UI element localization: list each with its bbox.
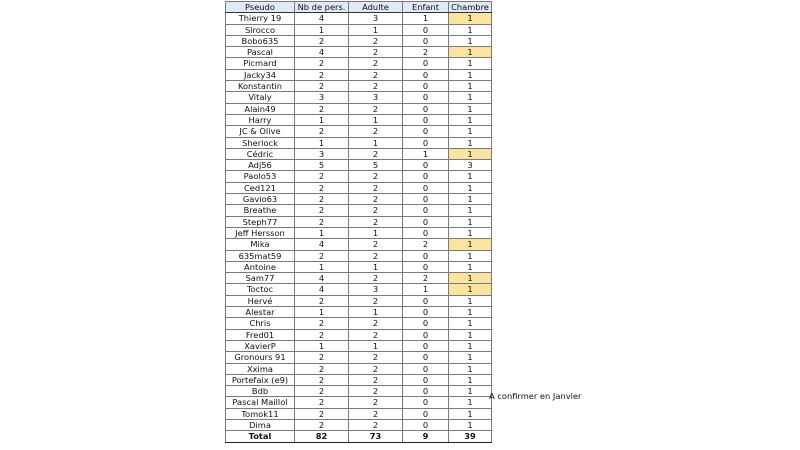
cell-adulte[interactable]: 3 [349,13,403,24]
header-chambre[interactable]: Chambre [449,2,492,13]
cell-enfant[interactable]: 0 [403,363,449,374]
cell-enfant[interactable]: 0 [403,386,449,397]
table-row [226,69,492,80]
cell-pseudo[interactable]: Bobo635 [226,35,295,46]
cell-nb-pers[interactable]: 1 [295,227,349,238]
cell-chambre[interactable]: 1 [449,137,492,148]
cell-chambre[interactable]: 1 [449,397,492,408]
cell-pseudo[interactable]: Portefaix (e9) [226,374,295,385]
total-enfant[interactable]: 9 [403,431,449,442]
cell-enfant[interactable]: 0 [403,126,449,137]
header-pseudo[interactable]: Pseudo [226,2,295,13]
cell-pseudo[interactable]: Toctoc [226,284,295,295]
cell-pseudo[interactable]: JC & Olive [226,126,295,137]
cell-nb-pers[interactable]: 1 [295,261,349,272]
cell-enfant[interactable]: 0 [403,329,449,340]
cell-adulte[interactable]: 2 [349,386,403,397]
cell-chambre[interactable]: 1 [449,24,492,35]
table-row [226,273,492,284]
cell-enfant[interactable]: 0 [403,340,449,351]
cell-enfant[interactable]: 0 [403,137,449,148]
cell-adulte[interactable]: 2 [349,47,403,58]
cell-chambre[interactable]: 1 [449,47,492,58]
table-row [226,47,492,58]
table-row [226,261,492,272]
table-row [226,250,492,261]
cell-chambre[interactable]: 1 [449,216,492,227]
cell-adulte[interactable]: 1 [349,114,403,125]
total-adulte[interactable]: 73 [349,431,403,442]
cell-pseudo[interactable]: Pascal Maillol [226,397,295,408]
cell-nb-pers[interactable]: 4 [295,273,349,284]
cell-adulte[interactable]: 2 [349,329,403,340]
cell-enfant[interactable]: 0 [403,374,449,385]
cell-chambre[interactable]: 1 [449,307,492,318]
cell-adulte[interactable]: 2 [349,295,403,306]
cell-nb-pers[interactable]: 2 [295,408,349,419]
cell-pseudo[interactable]: Breathe [226,205,295,216]
table-row [226,13,492,24]
table-row [226,182,492,193]
table-row [226,35,492,46]
cell-adulte[interactable]: 2 [349,397,403,408]
cell-pseudo[interactable]: Harry [226,114,295,125]
cell-pseudo[interactable]: Thierry 19 [226,13,295,24]
table-row [226,340,492,351]
cell-enfant[interactable]: 0 [403,250,449,261]
cell-chambre[interactable]: 1 [449,329,492,340]
cell-chambre[interactable]: 1 [449,261,492,272]
table-row [226,126,492,137]
cell-chambre[interactable]: 1 [449,340,492,351]
cell-chambre[interactable]: 1 [449,374,492,385]
cell-adulte[interactable]: 2 [349,103,403,114]
cell-pseudo[interactable]: XavierP [226,340,295,351]
cell-adulte[interactable]: 2 [349,419,403,430]
header-adulte[interactable]: Adulte [349,2,403,13]
table-row [226,148,492,159]
cell-pseudo[interactable]: Xxima [226,363,295,374]
cell-chambre[interactable]: 1 [449,284,492,295]
cell-enfant[interactable]: 0 [403,182,449,193]
cell-enfant[interactable]: 0 [403,194,449,205]
cell-adulte[interactable]: 2 [349,239,403,250]
cell-enfant[interactable]: 0 [403,352,449,363]
cell-pseudo[interactable]: Sam77 [226,273,295,284]
cell-pseudo[interactable]: Paolo53 [226,171,295,182]
cell-adulte[interactable]: 2 [349,69,403,80]
cell-nb-pers[interactable]: 2 [295,419,349,430]
cell-enfant[interactable]: 0 [403,92,449,103]
cell-adulte[interactable]: 2 [349,374,403,385]
table-row [226,194,492,205]
table-row [226,352,492,363]
cell-pseudo[interactable]: Gronours 91 [226,352,295,363]
cell-nb-pers[interactable]: 4 [295,13,349,24]
cell-adulte[interactable]: 3 [349,284,403,295]
cell-nb-pers[interactable]: 2 [295,216,349,227]
cell-chambre[interactable]: 1 [449,352,492,363]
cell-chambre[interactable]: 1 [449,295,492,306]
cell-pseudo[interactable]: Vitaly [226,92,295,103]
table-row [226,160,492,171]
total-label[interactable]: Total [226,431,295,442]
cell-nb-pers[interactable]: 1 [295,307,349,318]
cell-chambre[interactable]: 1 [449,13,492,24]
cell-adulte[interactable]: 2 [349,35,403,46]
cell-nb-pers[interactable]: 5 [295,160,349,171]
cell-pseudo[interactable]: Sherlock [226,137,295,148]
cell-adulte[interactable]: 2 [349,408,403,419]
cell-adulte[interactable]: 2 [349,216,403,227]
cell-nb-pers[interactable]: 2 [295,318,349,329]
cell-chambre[interactable]: 1 [449,194,492,205]
cell-enfant[interactable]: 1 [403,13,449,24]
cell-nb-pers[interactable]: 2 [295,182,349,193]
cell-chambre[interactable]: 1 [449,273,492,284]
cell-pseudo[interactable]: Fred01 [226,329,295,340]
table-row [226,239,492,250]
table-row [226,318,492,329]
cell-nb-pers[interactable]: 1 [295,137,349,148]
cell-pseudo[interactable]: Jacky34 [226,69,295,80]
reservation-table [225,1,492,443]
cell-pseudo[interactable]: Tomok11 [226,408,295,419]
cell-adulte[interactable]: 2 [349,273,403,284]
cell-nb-pers[interactable]: 2 [295,329,349,340]
table-row [226,227,492,238]
cell-pseudo[interactable]: Ced121 [226,182,295,193]
cell-enfant[interactable]: 2 [403,273,449,284]
cell-adulte[interactable]: 2 [349,58,403,69]
cell-pseudo[interactable]: Sirocco [226,24,295,35]
cell-adulte[interactable]: 2 [349,126,403,137]
table-row [226,408,492,419]
cell-nb-pers[interactable]: 2 [295,363,349,374]
cell-adulte[interactable]: 1 [349,137,403,148]
cell-pseudo[interactable]: Alestar [226,307,295,318]
cell-nb-pers[interactable]: 1 [295,24,349,35]
cell-pseudo[interactable]: Jeff Hersson [226,227,295,238]
table-row [226,205,492,216]
header-nb-pers[interactable]: Nb de pers. [295,2,349,13]
cell-enfant[interactable]: 0 [403,318,449,329]
cell-nb-pers[interactable]: 2 [295,103,349,114]
cell-adulte[interactable]: 1 [349,227,403,238]
cell-adulte[interactable]: 2 [349,352,403,363]
cell-pseudo[interactable]: Antoine [226,261,295,272]
table-row [226,295,492,306]
cell-chambre[interactable]: 1 [449,239,492,250]
cell-chambre[interactable]: 1 [449,227,492,238]
cell-chambre[interactable]: 1 [449,114,492,125]
cell-chambre[interactable]: 1 [449,35,492,46]
cell-nb-pers[interactable]: 1 [295,340,349,351]
cell-chambre[interactable]: 1 [449,69,492,80]
cell-adulte[interactable]: 1 [349,340,403,351]
cell-adulte[interactable]: 3 [349,92,403,103]
table-row [226,92,492,103]
cell-pseudo[interactable]: Adj56 [226,160,295,171]
cell-enfant[interactable]: 0 [403,160,449,171]
cell-enfant[interactable]: 0 [403,216,449,227]
table-row [226,329,492,340]
cell-chambre[interactable]: 1 [449,126,492,137]
table-row [226,386,492,397]
total-row [226,431,492,442]
cell-enfant[interactable]: 0 [403,81,449,92]
cell-chambre[interactable]: 1 [449,148,492,159]
table-row [226,419,492,430]
cell-enfant[interactable]: 2 [403,47,449,58]
cell-enfant[interactable]: 0 [403,295,449,306]
cell-nb-pers[interactable]: 4 [295,239,349,250]
cell-chambre[interactable]: 1 [449,419,492,430]
cell-chambre[interactable]: 1 [449,250,492,261]
cell-adulte[interactable]: 2 [349,171,403,182]
note-cell[interactable]: A confirmer en Janvier [489,391,582,401]
cell-chambre[interactable]: 1 [449,103,492,114]
cell-enfant[interactable]: 0 [403,35,449,46]
cell-nb-pers[interactable]: 2 [295,35,349,46]
cell-nb-pers[interactable]: 2 [295,374,349,385]
table-row [226,137,492,148]
table-body [226,13,492,431]
cell-adulte[interactable]: 1 [349,261,403,272]
cell-enfant[interactable]: 0 [403,397,449,408]
cell-adulte[interactable]: 2 [349,81,403,92]
cell-enfant[interactable]: 2 [403,239,449,250]
cell-adulte[interactable]: 2 [349,182,403,193]
cell-chambre[interactable]: 1 [449,408,492,419]
cell-enfant[interactable]: 0 [403,24,449,35]
table-row [226,307,492,318]
cell-pseudo[interactable]: Cédric [226,148,295,159]
cell-pseudo[interactable]: Chris [226,318,295,329]
cell-pseudo[interactable]: Picmard [226,58,295,69]
cell-chambre[interactable]: 1 [449,81,492,92]
cell-enfant[interactable]: 0 [403,261,449,272]
total-nb-pers[interactable]: 82 [295,431,349,442]
cell-nb-pers[interactable]: 3 [295,92,349,103]
cell-nb-pers[interactable]: 2 [295,81,349,92]
table-row [226,216,492,227]
cell-nb-pers[interactable]: 4 [295,47,349,58]
cell-enfant[interactable]: 0 [403,103,449,114]
cell-chambre[interactable]: 1 [449,386,492,397]
cell-adulte[interactable]: 2 [349,194,403,205]
cell-nb-pers[interactable]: 2 [295,194,349,205]
cell-adulte[interactable]: 2 [349,148,403,159]
cell-enfant[interactable]: 0 [403,205,449,216]
cell-nb-pers[interactable]: 2 [295,171,349,182]
cell-adulte[interactable]: 2 [349,363,403,374]
cell-enfant[interactable]: 0 [403,227,449,238]
cell-chambre[interactable]: 1 [449,363,492,374]
cell-adulte[interactable]: 1 [349,307,403,318]
header-enfant[interactable]: Enfant [403,2,449,13]
cell-nb-pers[interactable]: 2 [295,69,349,80]
cell-enfant[interactable]: 0 [403,58,449,69]
cell-adulte[interactable]: 1 [349,24,403,35]
cell-nb-pers[interactable]: 2 [295,295,349,306]
cell-adulte[interactable]: 2 [349,318,403,329]
cell-pseudo[interactable]: Konstantin [226,81,295,92]
cell-chambre[interactable]: 3 [449,160,492,171]
table-row [226,103,492,114]
cell-nb-pers[interactable]: 2 [295,205,349,216]
cell-nb-pers[interactable]: 4 [295,284,349,295]
table-row [226,363,492,374]
cell-chambre[interactable]: 1 [449,182,492,193]
cell-adulte[interactable]: 2 [349,205,403,216]
cell-pseudo[interactable]: Bdb [226,386,295,397]
cell-pseudo[interactable]: Dima [226,419,295,430]
cell-nb-pers[interactable]: 2 [295,397,349,408]
cell-enfant[interactable]: 1 [403,284,449,295]
cell-chambre[interactable]: 1 [449,92,492,103]
cell-chambre[interactable]: 1 [449,318,492,329]
cell-enfant[interactable]: 0 [403,69,449,80]
cell-chambre[interactable]: 1 [449,205,492,216]
table-row [226,171,492,182]
cell-chambre[interactable]: 1 [449,58,492,69]
table-row [226,397,492,408]
cell-enfant[interactable]: 0 [403,419,449,430]
header-row [226,2,492,13]
cell-chambre[interactable]: 1 [449,171,492,182]
cell-nb-pers[interactable]: 2 [295,126,349,137]
cell-enfant[interactable]: 0 [403,114,449,125]
table-row [226,24,492,35]
cell-enfant[interactable]: 0 [403,307,449,318]
cell-nb-pers[interactable]: 3 [295,148,349,159]
table-row [226,284,492,295]
cell-adulte[interactable]: 2 [349,250,403,261]
cell-pseudo[interactable]: Hervé [226,295,295,306]
table-row [226,81,492,92]
cell-adulte[interactable]: 5 [349,160,403,171]
cell-pseudo[interactable]: Mika [226,239,295,250]
cell-nb-pers[interactable]: 2 [295,386,349,397]
total-chambre[interactable]: 39 [449,431,492,442]
table-row [226,58,492,69]
cell-nb-pers[interactable]: 2 [295,58,349,69]
cell-pseudo[interactable]: 635mat59 [226,250,295,261]
cell-enfant[interactable]: 1 [403,148,449,159]
cell-pseudo[interactable]: Steph77 [226,216,295,227]
cell-nb-pers[interactable]: 1 [295,114,349,125]
cell-nb-pers[interactable]: 2 [295,352,349,363]
cell-pseudo[interactable]: Gavio63 [226,194,295,205]
table-row [226,114,492,125]
cell-enfant[interactable]: 0 [403,408,449,419]
cell-nb-pers[interactable]: 2 [295,250,349,261]
table-row [226,374,492,385]
cell-pseudo[interactable]: Pascal [226,47,295,58]
cell-enfant[interactable]: 0 [403,171,449,182]
cell-pseudo[interactable]: Alain49 [226,103,295,114]
